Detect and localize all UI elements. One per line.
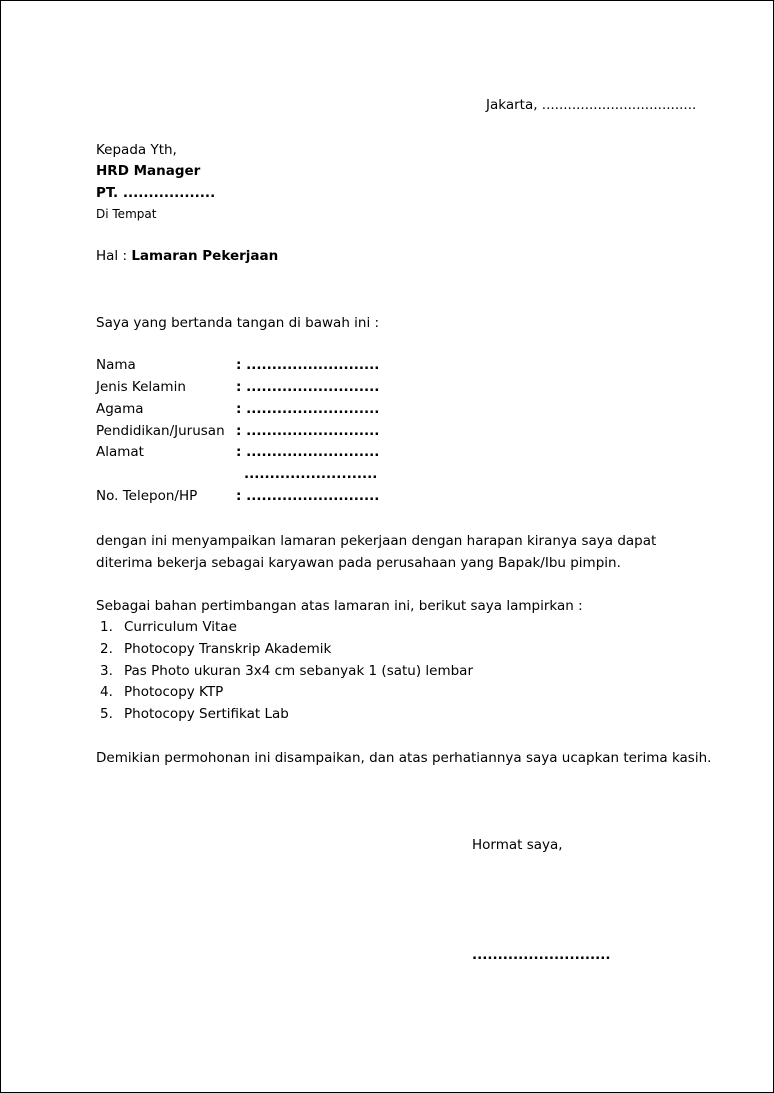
list-item-number: 3.	[100, 663, 113, 679]
subject-line	[96, 246, 278, 266]
list-item-number: 5.	[100, 706, 113, 722]
subject-label: Hal :	[96, 248, 132, 264]
field-value-pendidikan: : ..........................	[236, 423, 380, 439]
list-item-text: Photocopy Sertifikat Lab	[124, 706, 289, 722]
field-label-jenis-kelamin: Jenis Kelamin	[96, 379, 186, 395]
field-value-alamat-cont: ..........................	[244, 466, 378, 482]
list-item-text: Photocopy KTP	[124, 684, 224, 700]
attachments-intro: Sebagai bahan pertimbangan atas lamaran ini, berikut saya lampirkan :	[96, 598, 583, 614]
list-item-number: 4.	[100, 684, 113, 700]
field-value-telepon: : ..........................	[236, 488, 380, 504]
body-paragraph: dengan ini menyampaikan lamaran pekerjaan dengan harapan kiranya saya dapat diterima bekerja sebagai karyawan pada perusahaan yang Bapak/Ibu pimpin.	[96, 533, 657, 571]
field-label-alamat: Alamat	[96, 444, 144, 460]
list-item-text: Pas Photo ukuran 3x4 cm sebanyak 1 (satu) lembar	[124, 663, 474, 679]
list-item-text: Photocopy Transkrip Akademik	[124, 641, 332, 657]
field-value-alamat: : ..........................	[236, 444, 380, 460]
date-line: Jakarta, ....................................	[486, 97, 697, 113]
field-label-telepon: No. Telepon/HP	[96, 488, 198, 504]
field-label-agama: Agama	[96, 401, 144, 417]
signature-line: ...........................	[472, 947, 611, 963]
subject-value: Lamaran Pekerjaan	[131, 248, 279, 264]
sign-off: Hormat saya,	[472, 837, 563, 853]
recipient-position: HRD Manager	[96, 163, 201, 179]
list-item-text: Curriculum Vitae	[124, 619, 237, 635]
intro-text: Saya yang bertanda tangan di bawah ini :	[96, 315, 380, 331]
field-label-nama: Nama	[96, 357, 136, 373]
recipient-company: PT. ..................	[96, 185, 216, 201]
field-value-jenis-kelamin: : ..........................	[236, 379, 380, 395]
field-value-agama: : ..........................	[236, 401, 380, 417]
field-label-pendidikan: Pendidikan/Jurusan	[96, 423, 225, 439]
list-item-number: 2.	[100, 641, 113, 657]
list-item-number: 1.	[100, 619, 113, 635]
recipient-place: Di Tempat	[96, 207, 157, 221]
recipient-greeting: Kepada Yth,	[96, 142, 177, 158]
closing-text: Demikian permohonan ini disampaikan, dan atas perhatiannya saya ucapkan terima kasih.	[96, 750, 712, 766]
field-value-nama: : ..........................	[236, 357, 380, 373]
